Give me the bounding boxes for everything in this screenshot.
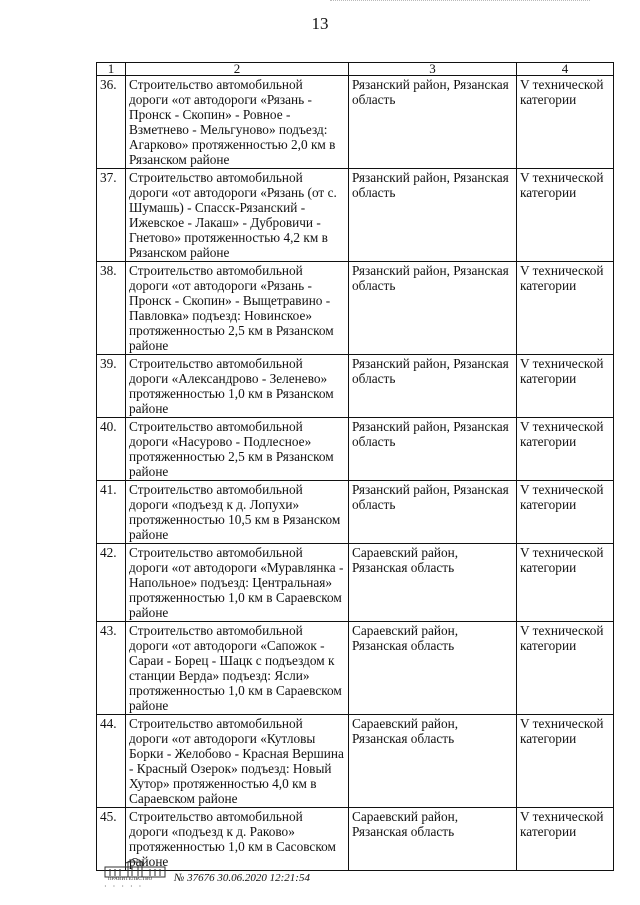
seal-caption: ПРАВИТЕЛЬСТВО: [108, 877, 153, 882]
table-row: [97, 544, 614, 622]
column-header-4: 4: [517, 63, 614, 76]
row-number: 39.: [97, 355, 126, 418]
road-name: Строительство автомобильной дороги «от автодороги «Муравлянка - Напольное» подъезд: Центральная» протяженностью 1,0 км в Сараевском районе: [126, 544, 349, 622]
column-header-2: 2: [126, 63, 349, 76]
row-number: 45.: [97, 808, 126, 871]
government-building-seal-icon: [102, 858, 168, 878]
road-name: Строительство автомобильной дороги «от автодороги «Рязань - Пронск - Скопин» - Выщетравино - Павловка» подъезд: Новинское» протяженностью 2,5 км в Рязанском районе: [126, 262, 349, 355]
table-row: [97, 418, 614, 481]
row-number: 38.: [97, 262, 126, 355]
table-row: [97, 481, 614, 544]
technical-category: V технической категории: [517, 715, 614, 808]
table-body: [97, 76, 614, 871]
road-name: Строительство автомобильной дороги «от автодороги «Рязань (от с. Шумашь) - Спасск-Рязанский - Ижевское - Лакаш» - Дубровичи - Гнетово» протяженностью 4,2 км в Рязанском районе: [126, 169, 349, 262]
technical-category: V технической категории: [517, 622, 614, 715]
road-name: Строительство автомобильной дороги «Насурово - Подлесное» протяженностью 2,5 км в Рязанском районе: [126, 418, 349, 481]
table-row: [97, 715, 614, 808]
roads-table: [96, 62, 614, 871]
page-number: 13: [311, 14, 329, 33]
technical-category: V технической категории: [517, 262, 614, 355]
table-row: [97, 169, 614, 262]
road-name: Строительство автомобильной дороги «от автодороги «Кутловы Борки - Желобово - Красная Вершина - Красный Озерок» подъезд: Новый Хутор» протяженностью 4,0 км в Сараевском районе: [126, 715, 349, 808]
row-number: 43.: [97, 622, 126, 715]
technical-category: V технической категории: [517, 544, 614, 622]
footer: [102, 858, 362, 894]
row-number: 44.: [97, 715, 126, 808]
location: Рязанский район, Рязанская область: [349, 262, 517, 355]
location: Сараевский район, Рязанская область: [349, 715, 517, 808]
technical-category: V технической категории: [517, 355, 614, 418]
technical-category: V технической категории: [517, 76, 614, 169]
location: Рязанский район, Рязанская область: [349, 355, 517, 418]
table-row: [97, 622, 614, 715]
stamp-dots: · · · · ·: [104, 882, 144, 891]
table-row: [97, 76, 614, 169]
road-name: Строительство автомобильной дороги «подъезд к д. Раково» протяженностью 1,0 км в Сасовском районе: [126, 808, 349, 871]
road-name: Строительство автомобильной дороги «от автодороги «Рязань - Пронск - Скопин» - Ровное - Взметнево - Мельгуново» подъезд: Агарково» протяженностью 2,0 км в Рязанском районе: [126, 76, 349, 169]
row-number: 41.: [97, 481, 126, 544]
road-name: Строительство автомобильной дороги «от автодороги «Сапожок - Сараи - Борец - Шацк с подъездом к станции Верда» подъезд: Ясли» протяженностью 1,0 км в Сараевском районе: [126, 622, 349, 715]
row-number: 36.: [97, 76, 126, 169]
registration-stamp: № 37676 30.06.2020 12:21:54: [174, 872, 310, 884]
technical-category: V технической категории: [517, 481, 614, 544]
location: Рязанский район, Рязанская область: [349, 481, 517, 544]
row-number: 40.: [97, 418, 126, 481]
table-header-row: [97, 63, 614, 76]
column-header-3: 3: [349, 63, 517, 76]
table-row: [97, 262, 614, 355]
row-number: 42.: [97, 544, 126, 622]
technical-category: V технической категории: [517, 808, 614, 871]
location: Сараевский район, Рязанская область: [349, 808, 517, 871]
technical-category: V технической категории: [517, 418, 614, 481]
location: Сараевский район, Рязанская область: [349, 622, 517, 715]
scan-artifact: [330, 0, 590, 9]
location: Рязанский район, Рязанская область: [349, 418, 517, 481]
road-name: Строительство автомобильной дороги «подъезд к д. Лопухи» протяженностью 10,5 км в Рязанском районе: [126, 481, 349, 544]
location: Рязанский район, Рязанская область: [349, 76, 517, 169]
row-number: 37.: [97, 169, 126, 262]
technical-category: V технической категории: [517, 169, 614, 262]
column-header-1: 1: [97, 63, 126, 76]
road-name: Строительство автомобильной дороги «Александрово - Зеленево» протяженностью 1,0 км в Рязанском районе: [126, 355, 349, 418]
location: Рязанский район, Рязанская область: [349, 169, 517, 262]
location: Сараевский район, Рязанская область: [349, 544, 517, 622]
table-row: [97, 355, 614, 418]
